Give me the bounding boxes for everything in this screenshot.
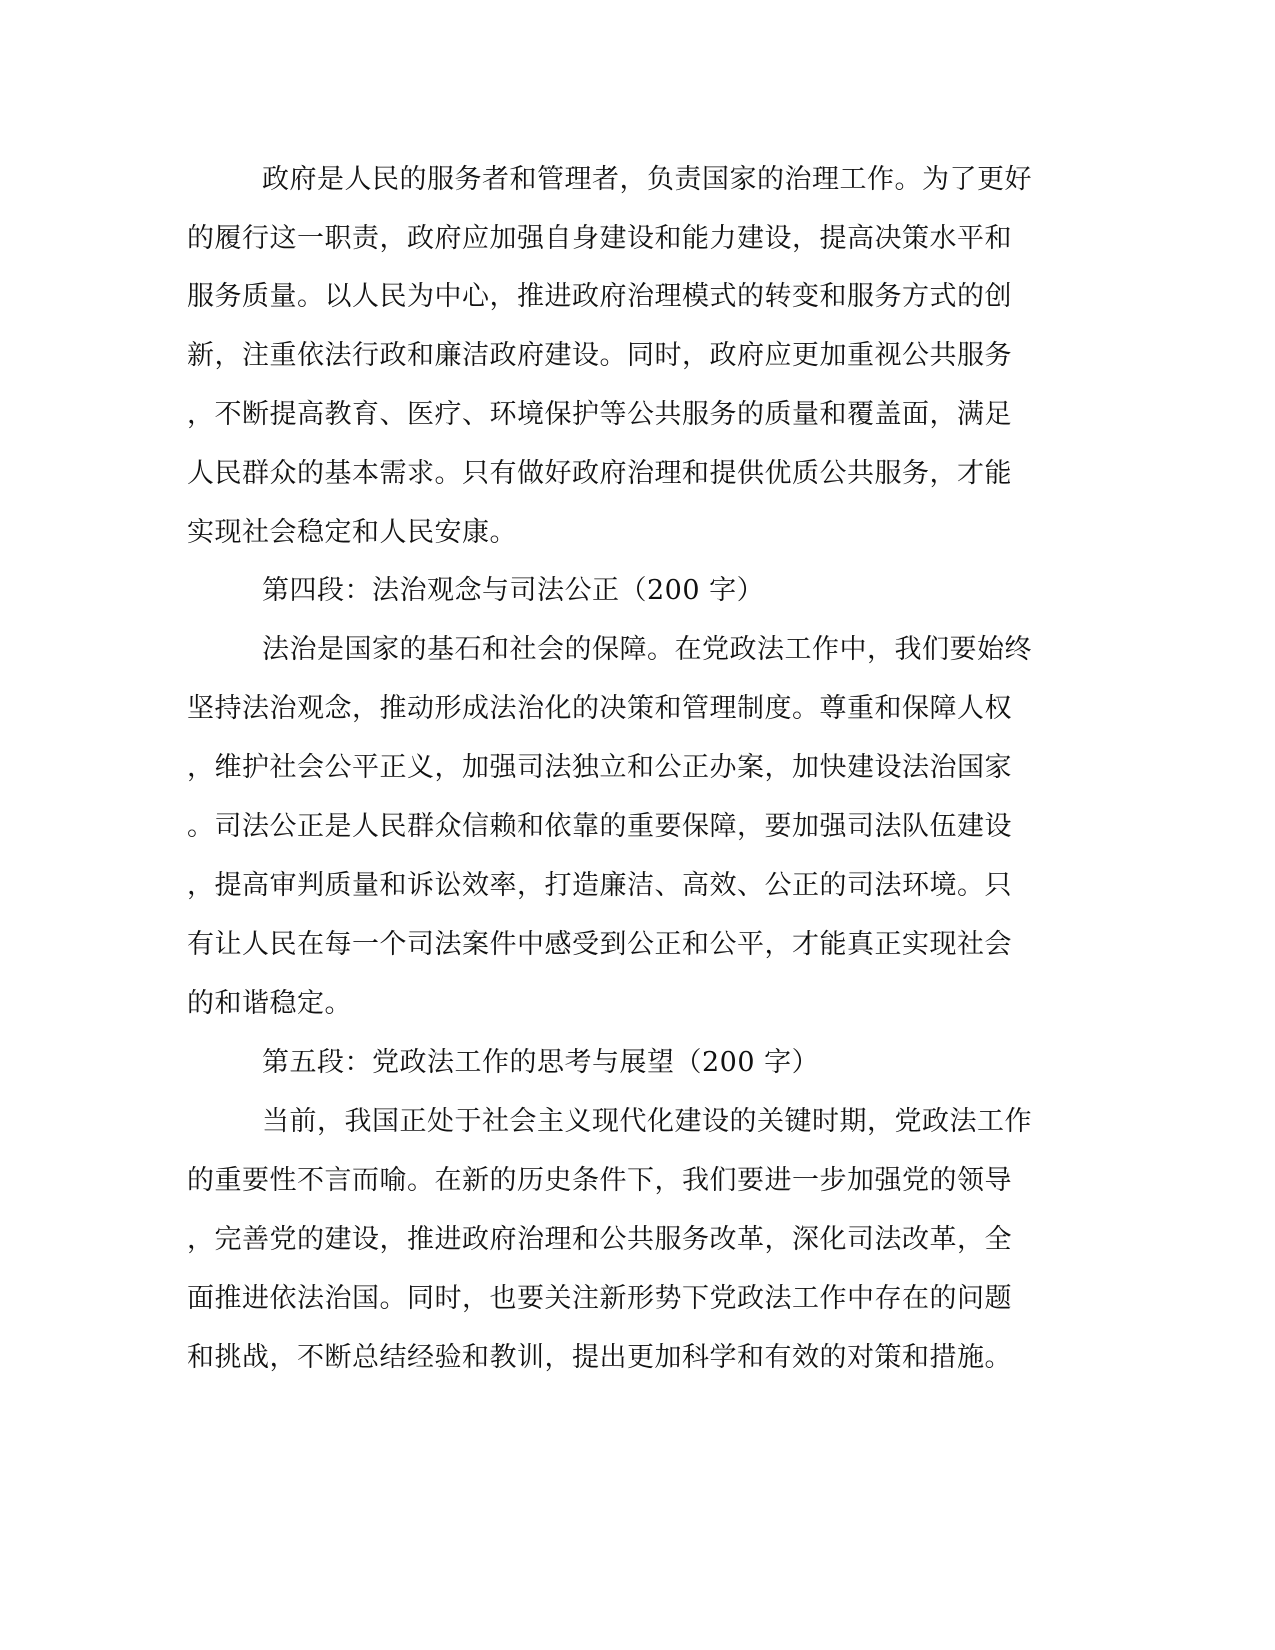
text-line: 新，注重依法行政和廉洁政府建设。同时，政府应更加重视公共服务 xyxy=(187,340,1012,371)
text-line: 人民群众的基本需求。只有做好政府治理和提供优质公共服务，才能 xyxy=(187,458,1012,489)
text-line: ，不断提高教育、医疗、环境保护等公共服务的质量和覆盖面，满足 xyxy=(187,399,1012,430)
text-line: 政府是人民的服务者和管理者，负责国家的治理工作。为了更好 xyxy=(262,164,1032,195)
text-line: 坚持法治观念，推动形成法治化的决策和管理制度。尊重和保障人权 xyxy=(187,693,1012,724)
text-line: 服务质量。以人民为中心，推进政府治理模式的转变和服务方式的创 xyxy=(187,281,1012,312)
section-heading-4: 第四段：法治观念与司法公正（200 字） xyxy=(262,575,765,606)
text-line: 当前，我国正处于社会主义现代化建设的关键时期，党政法工作 xyxy=(262,1106,1032,1137)
text-line: ，维护社会公平正义，加强司法独立和公正办案，加快建设法治国家 xyxy=(187,752,1012,783)
text-line: ，提高审判质量和诉讼效率，打造廉洁、高效、公正的司法环境。只 xyxy=(187,870,1012,901)
text-line: 实现社会稳定和人民安康。 xyxy=(187,517,517,548)
text-line: 和挑战，不断总结经验和教训，提出更加科学和有效的对策和措施。 xyxy=(187,1342,1012,1373)
text-line: ，完善党的建设，推进政府治理和公共服务改革，深化司法改革，全 xyxy=(187,1224,1012,1255)
text-line: 。司法公正是人民群众信赖和依靠的重要保障，要加强司法队伍建设 xyxy=(187,811,1012,842)
section-heading-5: 第五段：党政法工作的思考与展望（200 字） xyxy=(262,1047,820,1078)
text-line: 的重要性不言而喻。在新的历史条件下，我们要进一步加强党的领导 xyxy=(187,1165,1012,1196)
text-line: 法治是国家的基石和社会的保障。在党政法工作中，我们要始终 xyxy=(262,634,1032,665)
text-line: 的履行这一职责，政府应加强自身建设和能力建设，提高决策水平和 xyxy=(187,223,1012,254)
text-line: 有让人民在每一个司法案件中感受到公正和公平，才能真正实现社会 xyxy=(187,929,1012,960)
text-line: 的和谐稳定。 xyxy=(187,988,352,1019)
text-line: 面推进依法治国。同时，也要关注新形势下党政法工作中存在的问题 xyxy=(187,1283,1012,1314)
